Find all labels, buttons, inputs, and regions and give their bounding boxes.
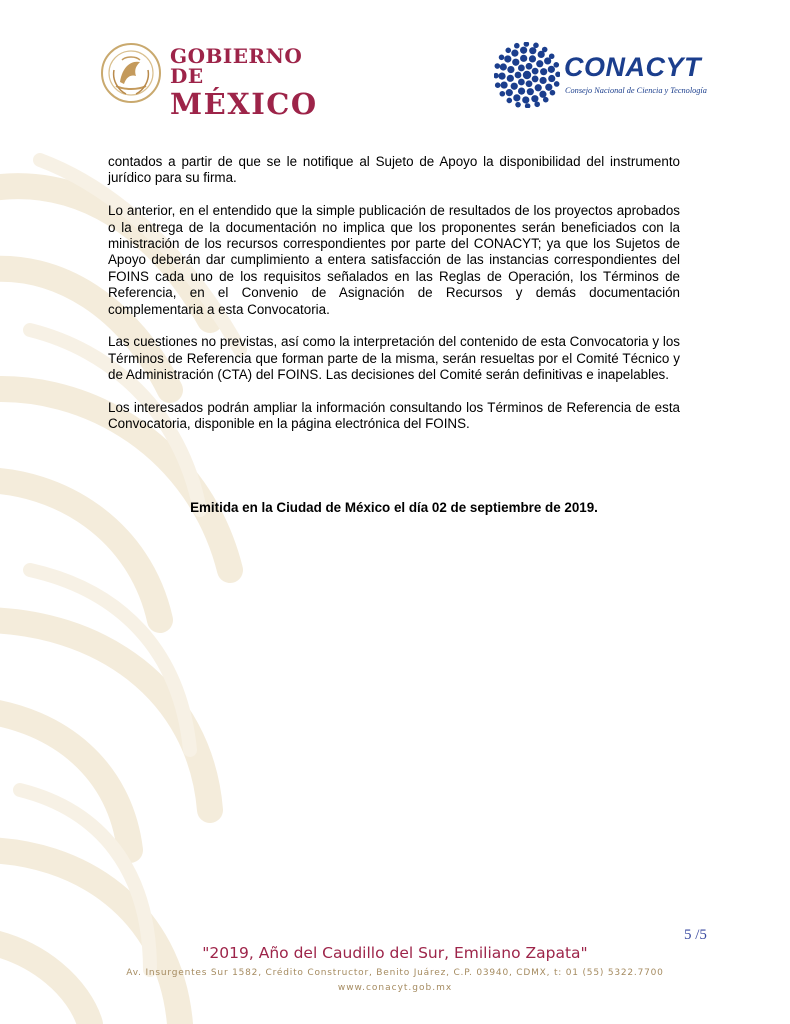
page-number: 5 /5 <box>684 927 707 943</box>
logo-dot <box>524 42 530 47</box>
logo-dot <box>500 63 507 70</box>
logo-dot <box>539 91 546 98</box>
logo-dot <box>514 43 520 49</box>
paragraph: contados a partir de que se le notifique al Sujeto de Apoyo la disponibilidad del instrumento jurídico para su firma. <box>108 154 680 186</box>
logo-dot <box>553 62 559 68</box>
conacyt-dots-icon <box>494 42 560 108</box>
logo-dot <box>522 96 529 103</box>
logo-dot <box>531 95 538 102</box>
logo-dot <box>504 55 511 62</box>
footer-motto: "2019, Año del Caudillo del Sur, Emiliano Zapata" <box>202 944 588 962</box>
logo-dot <box>515 72 522 79</box>
logo-dot <box>520 47 527 54</box>
logo-dot <box>526 80 533 87</box>
gobierno-wordmark <box>170 46 330 119</box>
logo-dot <box>501 81 508 88</box>
logo-dot <box>495 63 501 69</box>
conacyt-subtitle: Consejo Nacional de Ciencia y Tecnología <box>565 86 707 95</box>
paragraph: Lo anterior, en el entendido que la simple publicación de resultados de los proyectos aprobados o la entrega de la documentación no implica que los proponentes serán beneficiados con la ministración de los recursos correspondientes por parte del CONACYT; ya que los Sujetos de Apoyo deberán dar cumplimiento a entera satisfacción de las instancias correspondientes del FOINS cada uno de los requisitos señalados en las Reglas de Operación, los Términos de Referencia, en el Convenio de Asignación de Recursos y demás documentación complementaria a esta Convocatoria. <box>108 203 680 317</box>
logo-dot <box>518 65 525 72</box>
logo-dot <box>506 89 513 96</box>
logo-dot <box>507 75 514 82</box>
logo-dot <box>534 101 540 107</box>
logo-dot <box>542 47 548 53</box>
logo-dot <box>529 47 536 54</box>
logo-dot <box>554 81 560 87</box>
logo-dot <box>520 55 527 62</box>
coat-of-arms-icon <box>100 40 162 106</box>
logo-dot <box>548 75 555 82</box>
conacyt-wordmark: CONACYT <box>564 52 701 82</box>
mexico-line: MÉXICO <box>170 87 318 121</box>
logo-dot <box>495 82 501 88</box>
gobierno-line: GOBIERNO DE <box>170 44 303 88</box>
logo-dot <box>550 90 556 96</box>
logo-dot <box>498 72 505 79</box>
logo-dot <box>512 59 519 66</box>
logo-dot <box>548 66 555 73</box>
conacyt-logo <box>494 42 714 108</box>
logo-dot <box>499 55 505 61</box>
logo-dot <box>545 84 552 91</box>
paragraph: Las cuestiones no previstas, así como la interpretación del contenido de esta Convocatoria y los Términos de Referencia que forman parte de la misma, serán resueltas por el Comité Técnico y de Administración (CTA) del FOINS. Las decisiones del Comité serán definitivas e inapelables. <box>108 334 680 383</box>
issuance-statement: Emitida en la Ciudad de México el día 02 de septiembre de 2019. <box>190 500 598 515</box>
logo-dot <box>536 60 543 67</box>
logo-dot <box>527 88 534 95</box>
gobierno-de-mexico-logo <box>100 40 330 121</box>
logo-dot <box>511 50 518 57</box>
page-header <box>0 0 790 130</box>
logo-dot <box>532 76 539 83</box>
logo-dot <box>526 63 533 70</box>
logo-dot <box>525 103 531 108</box>
logo-dot <box>532 68 539 75</box>
logo-dot <box>507 98 513 104</box>
logo-dot <box>513 94 520 101</box>
logo-dot <box>535 84 542 91</box>
logo-dot <box>540 77 547 84</box>
logo-dot <box>518 88 525 95</box>
logo-dot <box>511 83 518 90</box>
footer-address: Av. Insurgentes Sur 1582, Crédito Constructor, Benito Juárez, C.P. 03940, CDMX, t: 01 (55) 5322.7700 <box>126 968 664 978</box>
logo-dot <box>507 66 514 73</box>
logo-dot <box>523 71 531 79</box>
paragraph: Los interesados podrán ampliar la información consultando los Términos de Referencia de esta Convocatoria, disponible en la página electrónica del FOINS. <box>108 400 680 432</box>
logo-dot <box>533 43 539 49</box>
logo-dot <box>543 97 549 103</box>
logo-dot <box>494 73 499 79</box>
logo-dot <box>505 48 511 54</box>
logo-dot <box>529 55 536 62</box>
logo-dot <box>549 53 555 59</box>
logo-dot <box>500 91 506 97</box>
logo-dot <box>515 102 521 108</box>
document-body <box>108 154 680 449</box>
logo-dot <box>555 72 560 78</box>
logo-dot <box>540 68 547 75</box>
footer-website: www.conacyt.gob.mx <box>337 983 453 993</box>
logo-dot <box>518 79 525 86</box>
